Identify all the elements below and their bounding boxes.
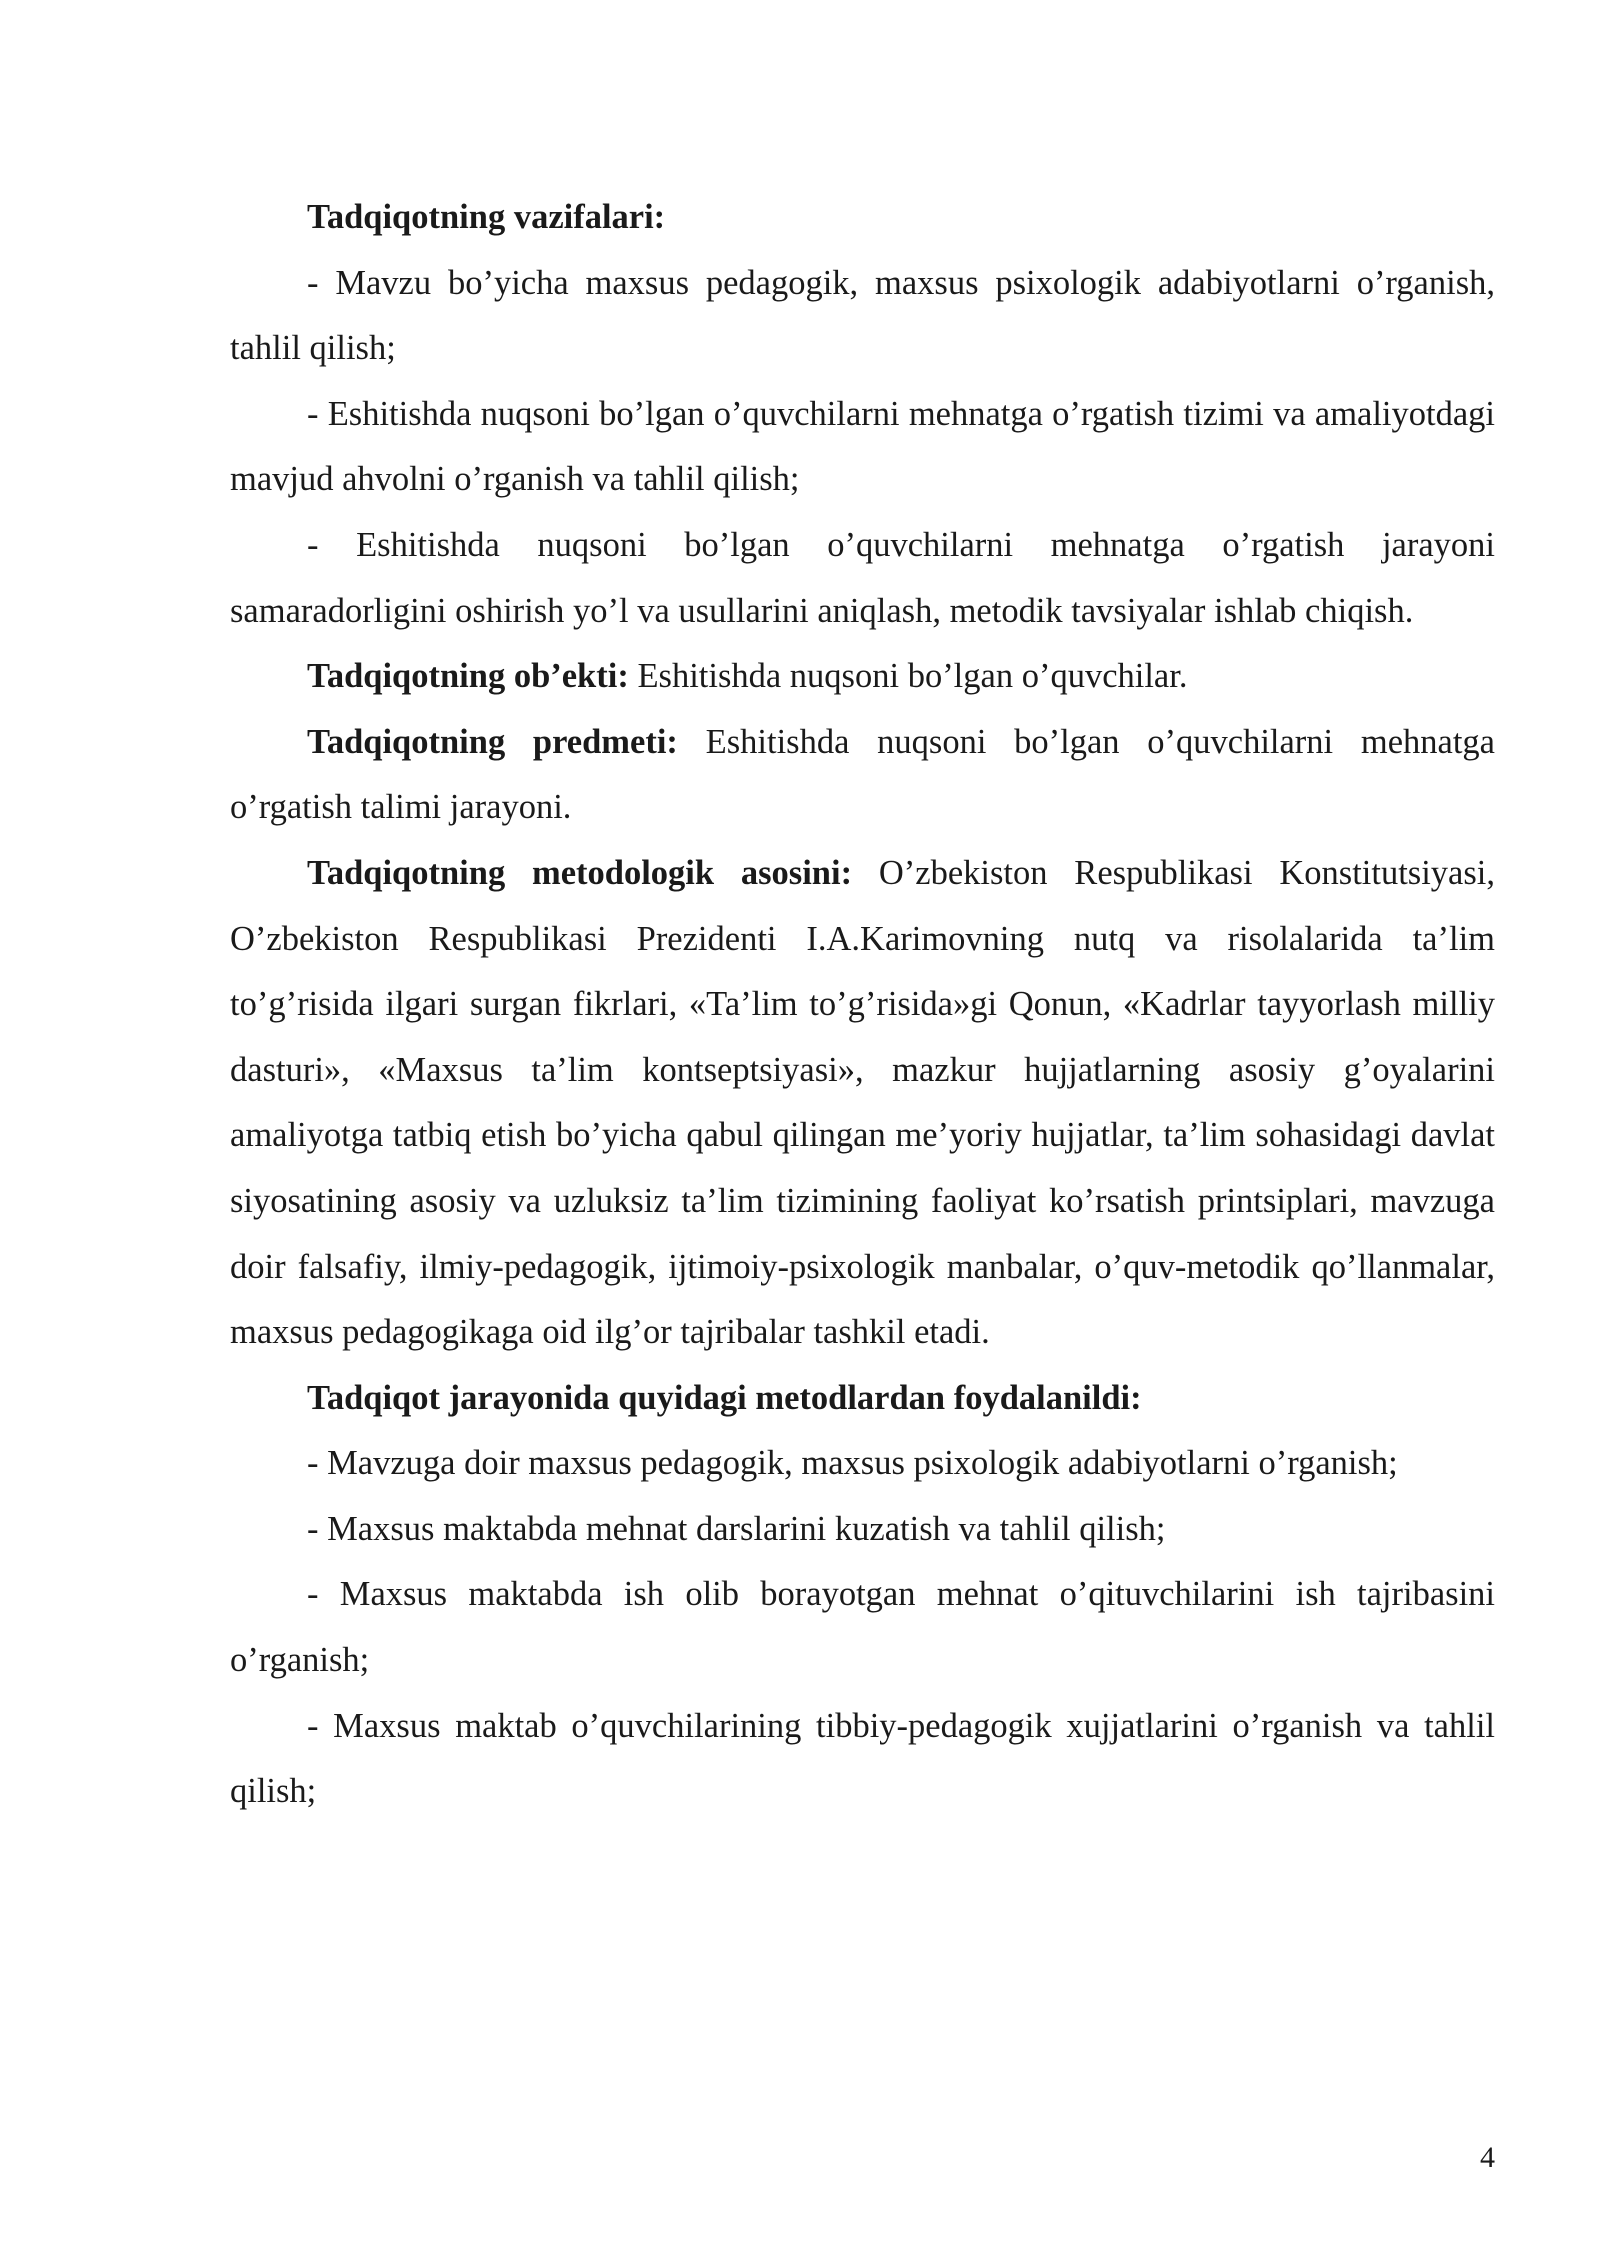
metodologiya-label: Tadqiqotning metodologik asosini:	[307, 853, 853, 892]
paragraph-obekt	[230, 644, 1495, 710]
section-heading-vazifalar: Tadqiqotning vazifalari:	[307, 198, 666, 236]
predmet-label: Tadqiqotning predmeti:	[307, 722, 678, 761]
list-item: - Maxsus maktab o’quvchilarining tibbiy-pedagogik xujjatlarini o’rganish va tahlil qilish;	[230, 1706, 1495, 1811]
list-item: - Mavzuga doir maxsus pedagogik, maxsus psixologik adabiyotlarni o’rganish;	[307, 1444, 1398, 1483]
section-heading-metodlar: Tadqiqot jarayonida quyidagi metodlardan foydalanildi:	[307, 1378, 1142, 1417]
obekt-label: Tadqiqotning ob’ekti:	[307, 657, 629, 696]
list-item: - Maxsus maktabda mehnat darslarini kuzatish va tahlil qilish;	[307, 1509, 1166, 1548]
list-item: - Eshitishda nuqsoni bo’lgan o’quvchilarni mehnatga o’rgatish jarayoni samaradorligini oshirish yo’l va usullarini aniqlash, metodik tavsiyalar ishlab chiqish.	[230, 525, 1495, 630]
page-content	[230, 185, 1495, 1825]
paragraph-predmet	[230, 710, 1495, 841]
list-item: - Mavzu bo’yicha maxsus pedagogik, maxsus psixologik adabiyotlarni o’rganish, tahlil qilish;	[230, 263, 1495, 368]
paragraph-metodologiya	[230, 841, 1495, 1366]
obekt-text: Eshitishda nuqsoni bo’lgan o’quvchilar.	[628, 657, 1188, 696]
metodologiya-text: O’zbekiston Respublikasi Konstitutsiyasi, O’zbekiston Respublikasi Prezidenti I.A.Karimovning nutq va risolalarida ta’lim to’g’risida ilgari surgan fikrlari, «Ta’lim to’g’risida»gi Qonun, «Kadrlar tayyorlash milliy dasturi», «Maxsus ta’lim kontseptsiyasi», mazkur hujjatlarning asosiy g’oyalarini amaliyotga tatbiq etish bo’yicha qabul qilingan me’yoriy hujjatlar, ta’lim sohasidagi davlat siyosatining asosiy va uzluksiz ta’lim tizimining faoliyat ko’rsatish printsiplari, mavzuga doir falsafiy, ilmiy-pedagogik, ijtimoiy-psixologik manbalar, o’quv-metodik qo’llanmalar, maxsus pedagogikaga oid ilg’or tajribalar tashkil etadi.	[230, 853, 1495, 1352]
list-item: - Maxsus maktabda ish olib borayotgan mehnat o’qituvchilarini ish tajribasini o’rganish;	[230, 1575, 1495, 1680]
list-item: - Eshitishda nuqsoni bo’lgan o’quvchilarni mehnatga o’rgatish tizimi va amaliyotdagi mavjud ahvolni o’rganish va tahlil qilish;	[230, 394, 1495, 499]
predmet-text: Eshitishda nuqsoni bo’lgan o’quvchilarni mehnatga o’rgatish talimi jarayoni.	[230, 722, 1495, 827]
page-number: 4	[1480, 2141, 1495, 2174]
